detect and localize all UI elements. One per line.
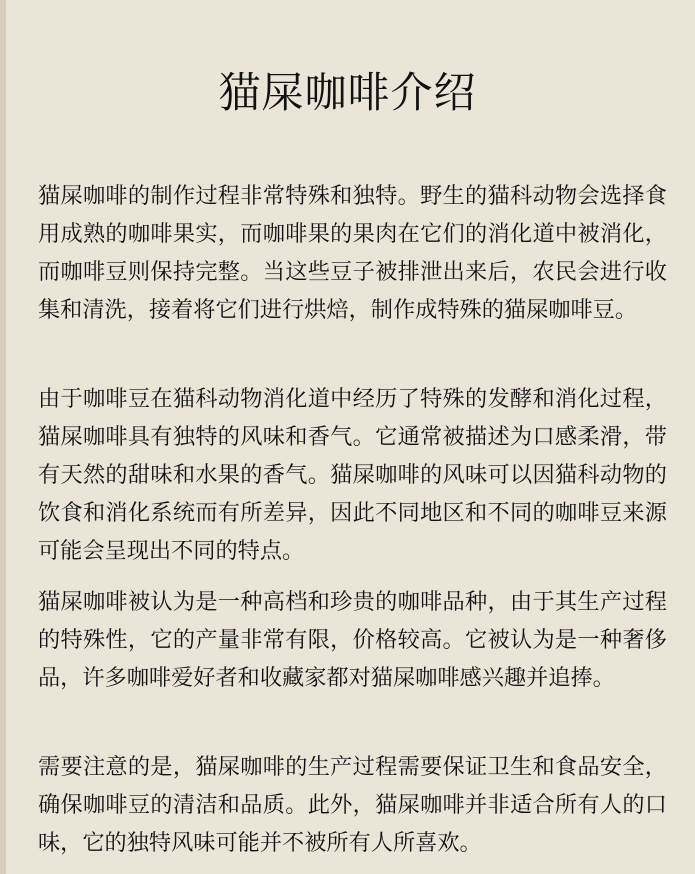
paragraph-value: 猫屎咖啡被认为是一种高档和珍贵的咖啡品种，由于其生产过程的特殊性，它的产量非常有限，价格较高。它被认为是一种奢侈品，许多咖啡爱好者和收藏家都对猫屎咖啡感兴趣并追捧。 <box>38 589 667 691</box>
page-edge-shadow <box>0 0 6 874</box>
paragraph-flavor: 由于咖啡豆在猫科动物消化道中经历了特殊的发酵和消化过程，猫屎咖啡具有独特的风味和香气。它通常被描述为口感柔滑，带有天然的甜味和水果的香气。猫屎咖啡的风味可以因猫科动物的饮食和消化系统而有所差异，因此不同地区和不同的咖啡豆来源可能会呈现出不同的特点。 <box>38 386 667 564</box>
page-title: 猫屎咖啡介绍 <box>218 68 477 117</box>
paragraph-safety-note: 需要注意的是，猫屎咖啡的生产过程需要保证卫生和食品安全，确保咖啡豆的清洁和品质。此外，猫屎咖啡并非适合所有人的口味，它的独特风味可能并不被所有人所喜欢。 <box>38 754 667 856</box>
paragraph-production: 猫屎咖啡的制作过程非常特殊和独特。野生的猫科动物会选择食用成熟的咖啡果实，而咖啡果的果肉在它们的消化道中被消化，而咖啡豆则保持完整。当这些豆子被排泄出来后，农民会进行收集和清洗，接着将它们进行烘焙，制作成特殊的猫屎咖啡豆。 <box>38 183 667 323</box>
